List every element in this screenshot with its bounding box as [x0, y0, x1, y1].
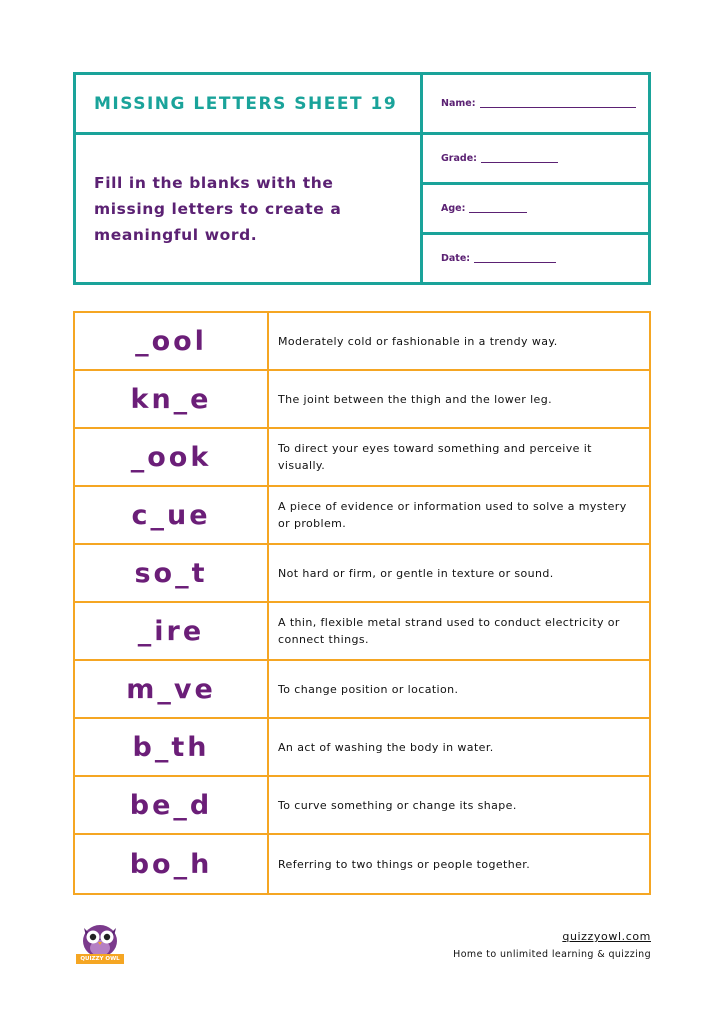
name-field[interactable] — [423, 75, 648, 135]
logo-text: QUIZZY OWL — [80, 956, 120, 962]
grade-blank[interactable] — [481, 154, 558, 163]
word-clue: To change position or location. — [278, 682, 459, 696]
grade-label: Grade: — [441, 153, 477, 164]
quizzy-owl-logo — [76, 914, 124, 966]
word-clue: Not hard or firm, or gentle in texture or sound. — [278, 566, 554, 580]
word-puzzle: _ire — [75, 603, 269, 659]
table-row — [75, 835, 649, 893]
site-link[interactable]: quizzyowl.com — [562, 930, 651, 943]
word-puzzle: _ool — [75, 313, 269, 369]
word-puzzle: c_ue — [75, 487, 269, 543]
table-row — [75, 777, 649, 835]
table-row — [75, 429, 649, 487]
table-row — [75, 719, 649, 777]
word-puzzle: b_th — [75, 719, 269, 775]
word-clue: To direct your eyes toward something and perceive it visually. — [278, 442, 592, 473]
name-blank[interactable] — [480, 99, 636, 108]
word-puzzle: _ook — [75, 429, 269, 485]
title-cell — [76, 75, 423, 135]
table-row — [75, 313, 649, 371]
table-row — [75, 545, 649, 603]
word-clue: Moderately cold or fashionable in a trendy way. — [278, 334, 558, 348]
worksheet-title: MISSING LETTERS SHEET 19 — [94, 93, 398, 114]
table-row — [75, 487, 649, 545]
tagline: Home to unlimited learning & quizzing — [453, 949, 651, 960]
age-field[interactable] — [423, 185, 648, 235]
worksheet-header — [73, 72, 651, 285]
table-row — [75, 371, 649, 429]
word-clue: An act of washing the body in water. — [278, 740, 494, 754]
word-puzzle: m_ve — [75, 661, 269, 717]
date-label: Date: — [441, 253, 471, 264]
instructions-cell — [76, 135, 423, 282]
name-label: Name: — [441, 98, 476, 109]
missing-letters-table — [73, 311, 651, 895]
age-label: Age: — [441, 203, 466, 214]
age-blank[interactable] — [469, 204, 527, 213]
word-clue: To curve something or change its shape. — [278, 798, 517, 812]
word-puzzle: kn_e — [75, 371, 269, 427]
word-puzzle: bo_h — [75, 835, 269, 893]
date-blank[interactable] — [474, 254, 556, 263]
word-clue: Referring to two things or people together. — [278, 857, 531, 871]
date-field[interactable] — [423, 235, 648, 282]
word-clue: A thin, flexible metal strand used to conduct electricity or connect things. — [278, 616, 620, 647]
grade-field[interactable] — [423, 135, 648, 185]
table-row — [75, 603, 649, 661]
word-puzzle: be_d — [75, 777, 269, 833]
word-clue: The joint between the thigh and the lower leg. — [278, 392, 552, 406]
instructions-text: Fill in the blanks with the missing letters to create a meaningful word. — [94, 173, 342, 244]
word-clue: A piece of evidence or information used to solve a mystery or problem. — [278, 500, 627, 531]
table-row — [75, 661, 649, 719]
word-puzzle: so_t — [75, 545, 269, 601]
